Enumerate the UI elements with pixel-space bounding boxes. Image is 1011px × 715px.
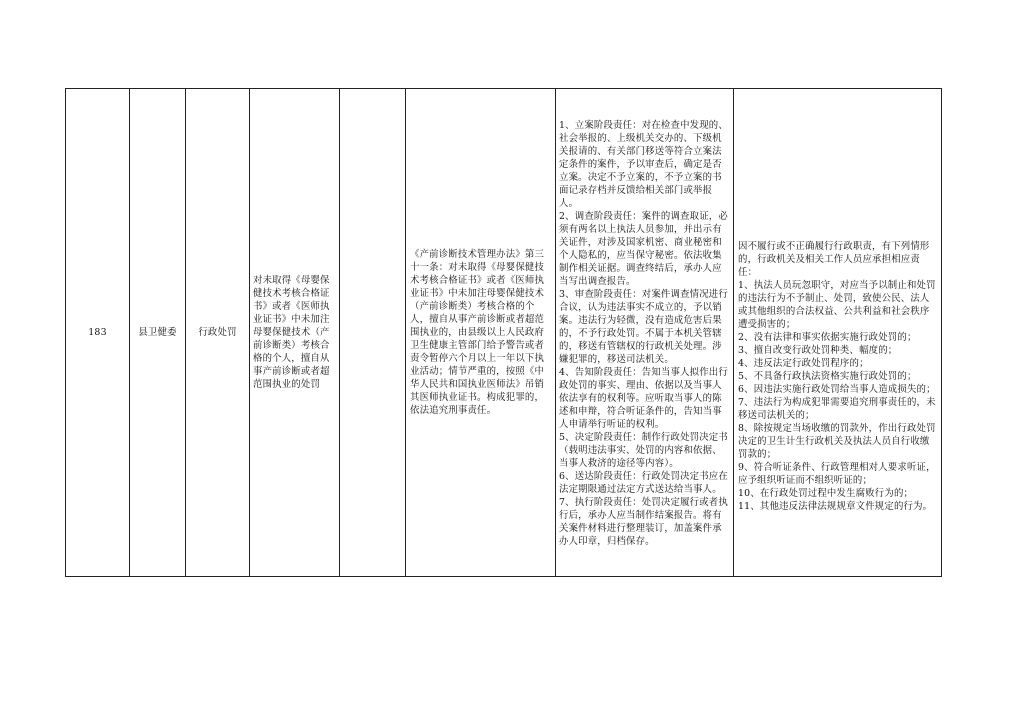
responsibility-table [65,88,942,577]
accountability-situations: 因不履行或不正确履行行政职责，有下列情形的，行政机关及相关工作人员应承担相应责任： 1、执法人员玩忽职守，对应当予以制止和处罚的违法行为不予制止、处罚，致使公民、法人或其他组织的合法权益、公共利益和社会秩序遭受损害的； 2、没有法律和事实依据实施行政处罚的； 3、擅自改变行政处罚种类、幅度的； 4、违反法定行政处罚程序的； 5、不具备行政执法资格实施行政处罚的； 6、因违法实施行政处罚给当事人造成损失的； 7、违法行为构成犯罪需要追究刑事责任的，未移送司法机关的； 8、除按规定当场收缴的罚款外，作出行政处罚决定的卫生计生行政机关及执法人员自行收缴罚款的； 9、符合听证条件、行政管理相对人要求听证，应予组织听证而不组织听证的； 10、在行政处罚过程中发生腐败行为的； 11、其他违反法律法规规章文件规定的行为。 [738,241,936,512]
power-category: 行政处罚 [198,327,237,338]
item-name-cell [250,89,340,577]
item-name: 对未取得《母婴保健技术考核合格证书》或者《医师执业证书》中未加注母婴保健技术（产前诊断类）考核合格的个人，擅自从事产前诊断或者超范围执业的处罚 [253,275,330,390]
liability-cell [734,89,942,577]
legal-basis-cell [406,89,556,577]
row-number: 183 [88,327,107,338]
responsibility-duties: 1、立案阶段责任：对在检查中发现的、社会举报的、上级机关交办的、下级机关报请的、有关部门移送等符合立案法定条件的案件，予以审查后，确定是否立案。决定不予立案的，不予立案的书面记录存档并反馈给相关部门或举报人。 2、调查阶段责任：案件的调查取证，必须有两名以上执法人员参加，并出示有关证件，对涉及国家机密、商业秘密和个人隐私的，应当保守秘密。依法收集制作相关证据。调查终结后，承办人应当写出调查报告。 3、审查阶段责任：对案件调查情况进行合议，认为违法事实不成立的，予以销案。违法行为轻微，没有造成危害后果的，不予行政处罚。不属于本机关管辖的，移送有管辖权的行政机关处理。涉嫌犯罪的，移送司法机关。 4、告知阶段责任：告知当事人拟作出行政处罚的事实、理由、依据以及当事人依法享有的权利等。应听取当事人的陈述和申辩，符合听证条件的，告知当事人申请举行听证的权利。 5、决定阶段责任：制作行政处罚决定书（载明违法事实、处罚的内容和依据、当事人救济的途径等内容）。 6、送达阶段责任：行政处罚决定书应在法定期限通过法定方式送达给当事人。 7、执行阶段责任：处罚决定履行或者执行后，承办人应当制作结案报告。将有关案件材料进行整理装订，加盖案件承办人印章，归档保存。 [559,119,728,547]
category-cell [186,89,250,577]
department-cell [130,89,186,577]
department: 县卫健委 [138,327,177,338]
table-row [66,89,942,577]
sub-item-cell [340,89,406,577]
legal-basis: 《产前诊断技术管理办法》第三十一条：对未取得《母婴保健技术考核合格证书》或者《医师执业证书》中未加注母婴保健技术（产前诊断类）考核合格的个人，擅自从事产前诊断或者超范围执业的，由县级以上人民政府卫生健康主管部门给予警告或者责令暂停六个月以上一年以下执业活动；情节严重的，按照《中华人民共和国执业医师法》吊销其医师执业证书。构成犯罪的，依法追究刑事责任。 [410,249,545,416]
row-number-cell [66,89,130,577]
duties-cell [556,89,734,577]
